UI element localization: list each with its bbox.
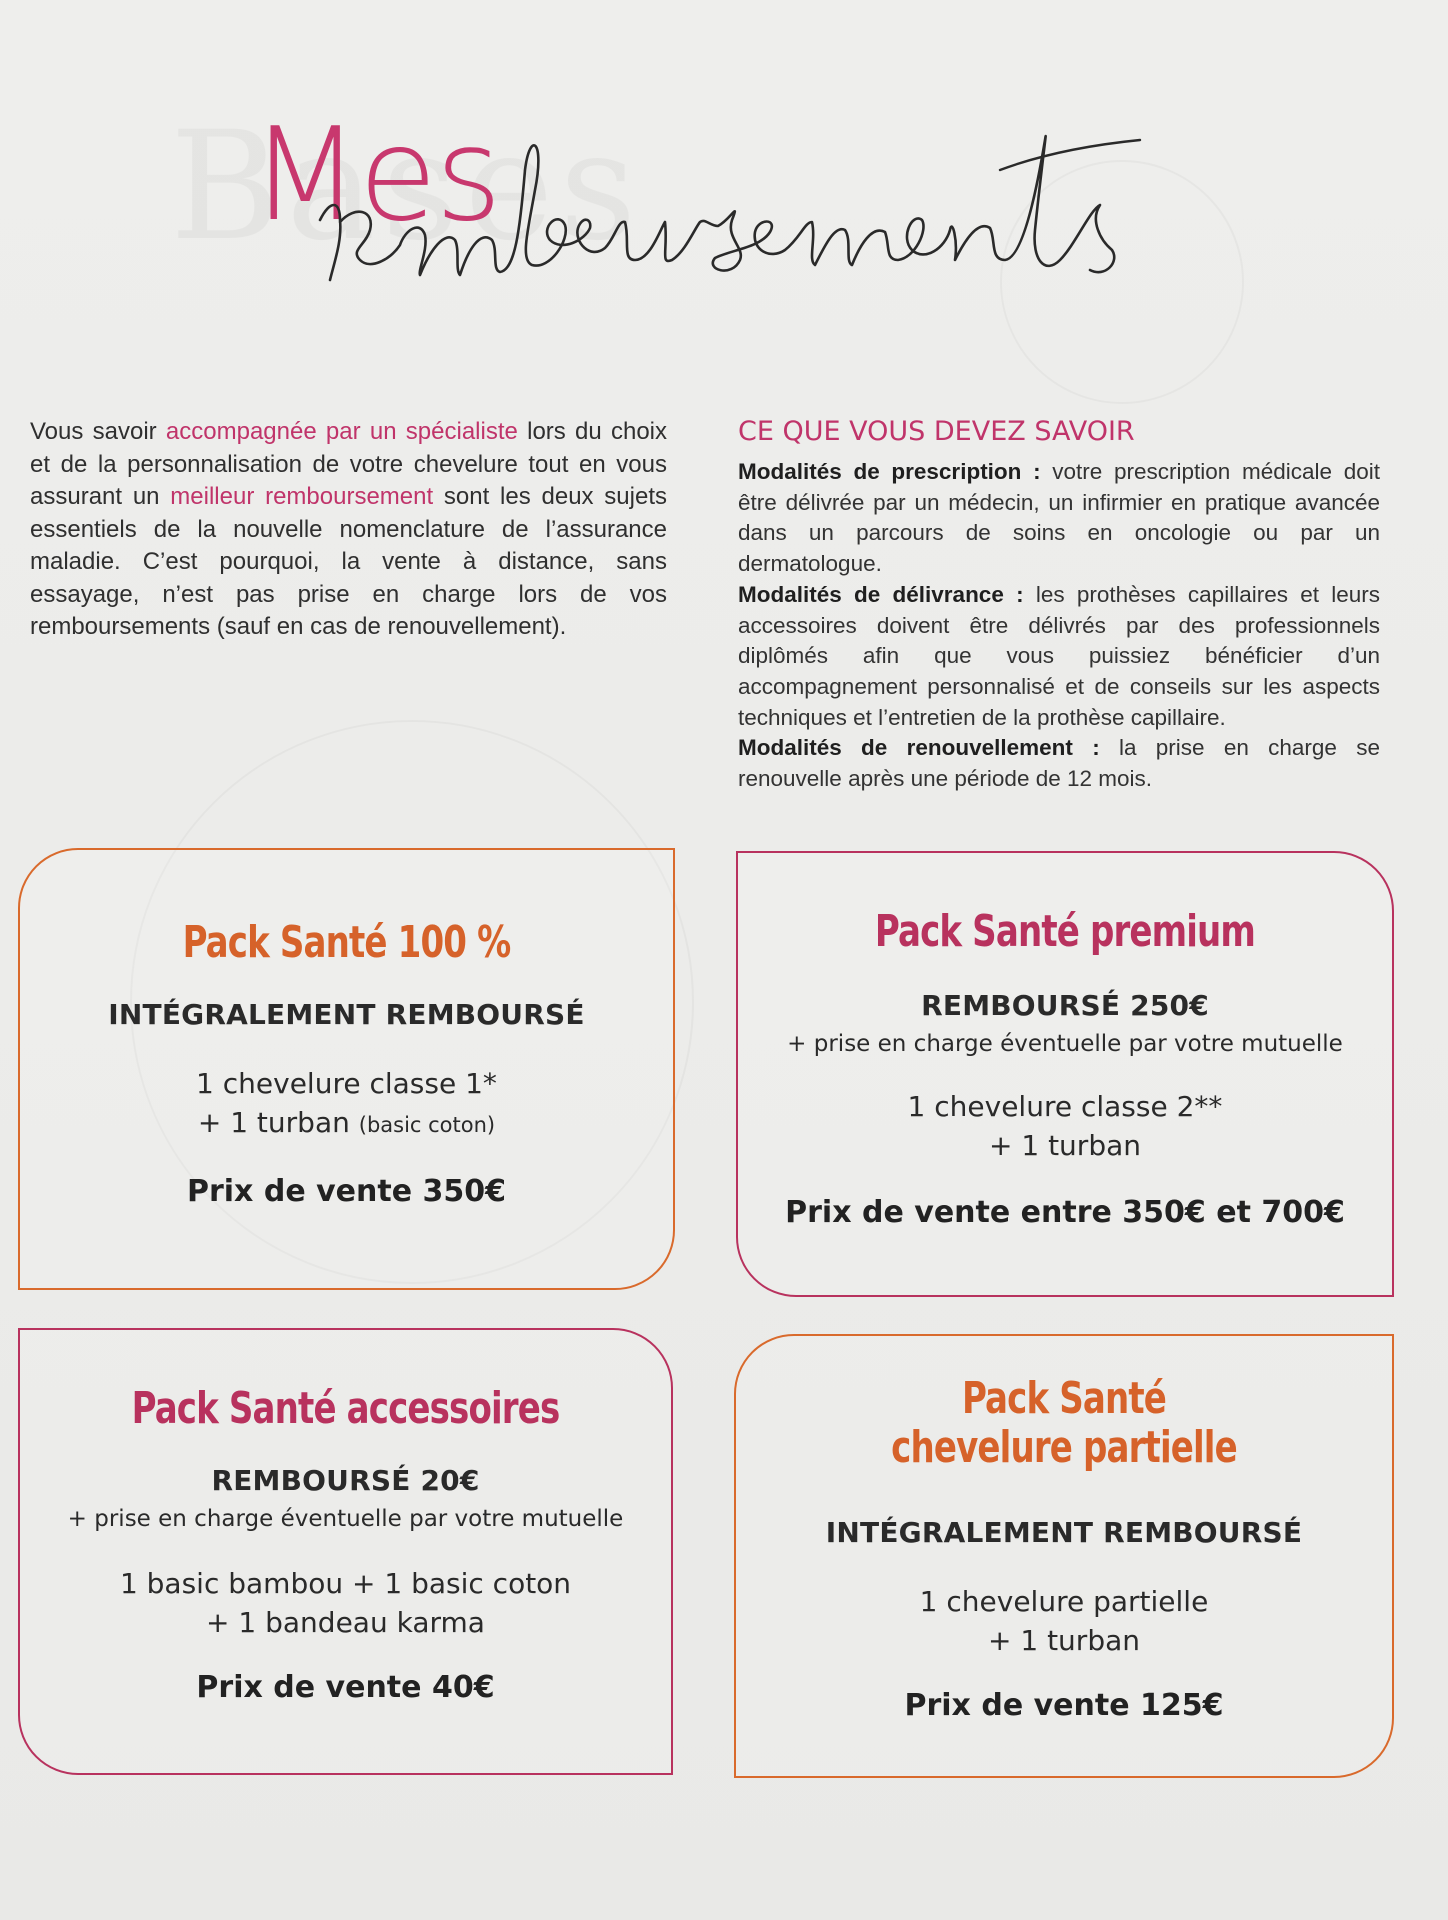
pack-title: chevelure partielle [891,1422,1237,1474]
pack-title: Pack Santé premium [874,906,1256,957]
pack-item: + 1 bandeau karma [206,1606,485,1639]
pack-item-text: + 1 turban [197,1106,359,1139]
title-script-remboursements [300,110,1180,330]
info-item-prescription [738,457,1380,580]
pack-item: 1 chevelure classe 1* [196,1067,497,1100]
pack-card-chevelure-partielle [734,1334,1394,1778]
title-mes: Mes [250,101,500,250]
pack-item: 1 chevelure partielle [919,1585,1209,1618]
pack-item: 1 basic bambou + 1 basic coton [119,1567,572,1600]
intro-text: lors du choix et de la personnalisation de votre chevelure tout en vous assurant un [30,418,668,510]
pack-item [20,1103,673,1145]
info-item-delivrance [738,580,1380,734]
pack-title: Pack Santé [961,1373,1167,1424]
info-text: votre prescription médicale doit être délivrée par un médecin, un infirmier en pratique avancée dans un parcours de soins en oncologie ou par un dermatologue. [738,459,1380,577]
info-text: les prothèses capillaires et leurs accessoires doivent être délivrés par des professionnels diplômés afin que vous puissiez bénéficier d’un accompagnement personnalisé et de conseils sur les aspects techniques et l’entretien de la prothèse capillaire. [738,581,1380,730]
pack-subtitle: REMBOURSÉ 20€ [211,1464,480,1497]
info-label: Modalités de délivrance : [738,581,1024,607]
pack-price: Prix de vente 40€ [196,1670,495,1705]
pack-subtitle: REMBOURSÉ 250€ [921,989,1209,1022]
intro-text: Vous savoir [30,418,166,445]
pack-card-accessoires [18,1328,673,1775]
pack-title: Pack Santé accessoires [131,1383,560,1434]
pack-title: Pack Santé 100 % [182,917,511,968]
intro-highlight: meilleur remboursement [170,483,434,510]
pack-card-premium [736,851,1394,1297]
intro-text: sont les deux sujets essentiels de la nouvelle nomenclature de l’assurance maladie. C’est pourquoi, la vente à distance, sans essayage, n’est pas prise en charge lors de vos remboursements (sauf en cas de renouvellement). [30,483,668,640]
info-section [738,416,1380,795]
pack-card-100 [18,848,675,1290]
pack-item: + 1 turban [989,1129,1141,1162]
info-title: CE QUE VOUS DEVEZ SAVOIR [738,416,1135,447]
pack-note: + prise en charge éventuelle par votre mutuelle [67,1506,624,1532]
intro-highlight: accompagnée par un spécialiste [165,418,518,445]
info-label: Modalités de renouvellement : [738,735,1100,761]
pack-item-detail: (basic coton) [358,1113,496,1137]
pack-note: + prise en charge éventuelle par votre mutuelle [787,1031,1343,1057]
intro-paragraph [30,416,667,644]
pack-subtitle: INTÉGRALEMENT REMBOURSÉ [825,1516,1303,1549]
pack-subtitle: INTÉGRALEMENT REMBOURSÉ [108,998,585,1031]
pack-item: 1 chevelure classe 2** [907,1090,1223,1123]
pack-price: Prix de vente entre 350€ et 700€ [785,1195,1345,1230]
info-text: la prise en charge se renouvelle après une période de 12 mois. [738,735,1380,792]
info-label: Modalités de prescription : [738,459,1041,484]
pack-price: Prix de vente 125€ [904,1688,1224,1723]
info-item-renouvellement [738,733,1380,794]
pack-item: + 1 turban [988,1624,1140,1657]
pack-price: Prix de vente 350€ [186,1174,506,1209]
